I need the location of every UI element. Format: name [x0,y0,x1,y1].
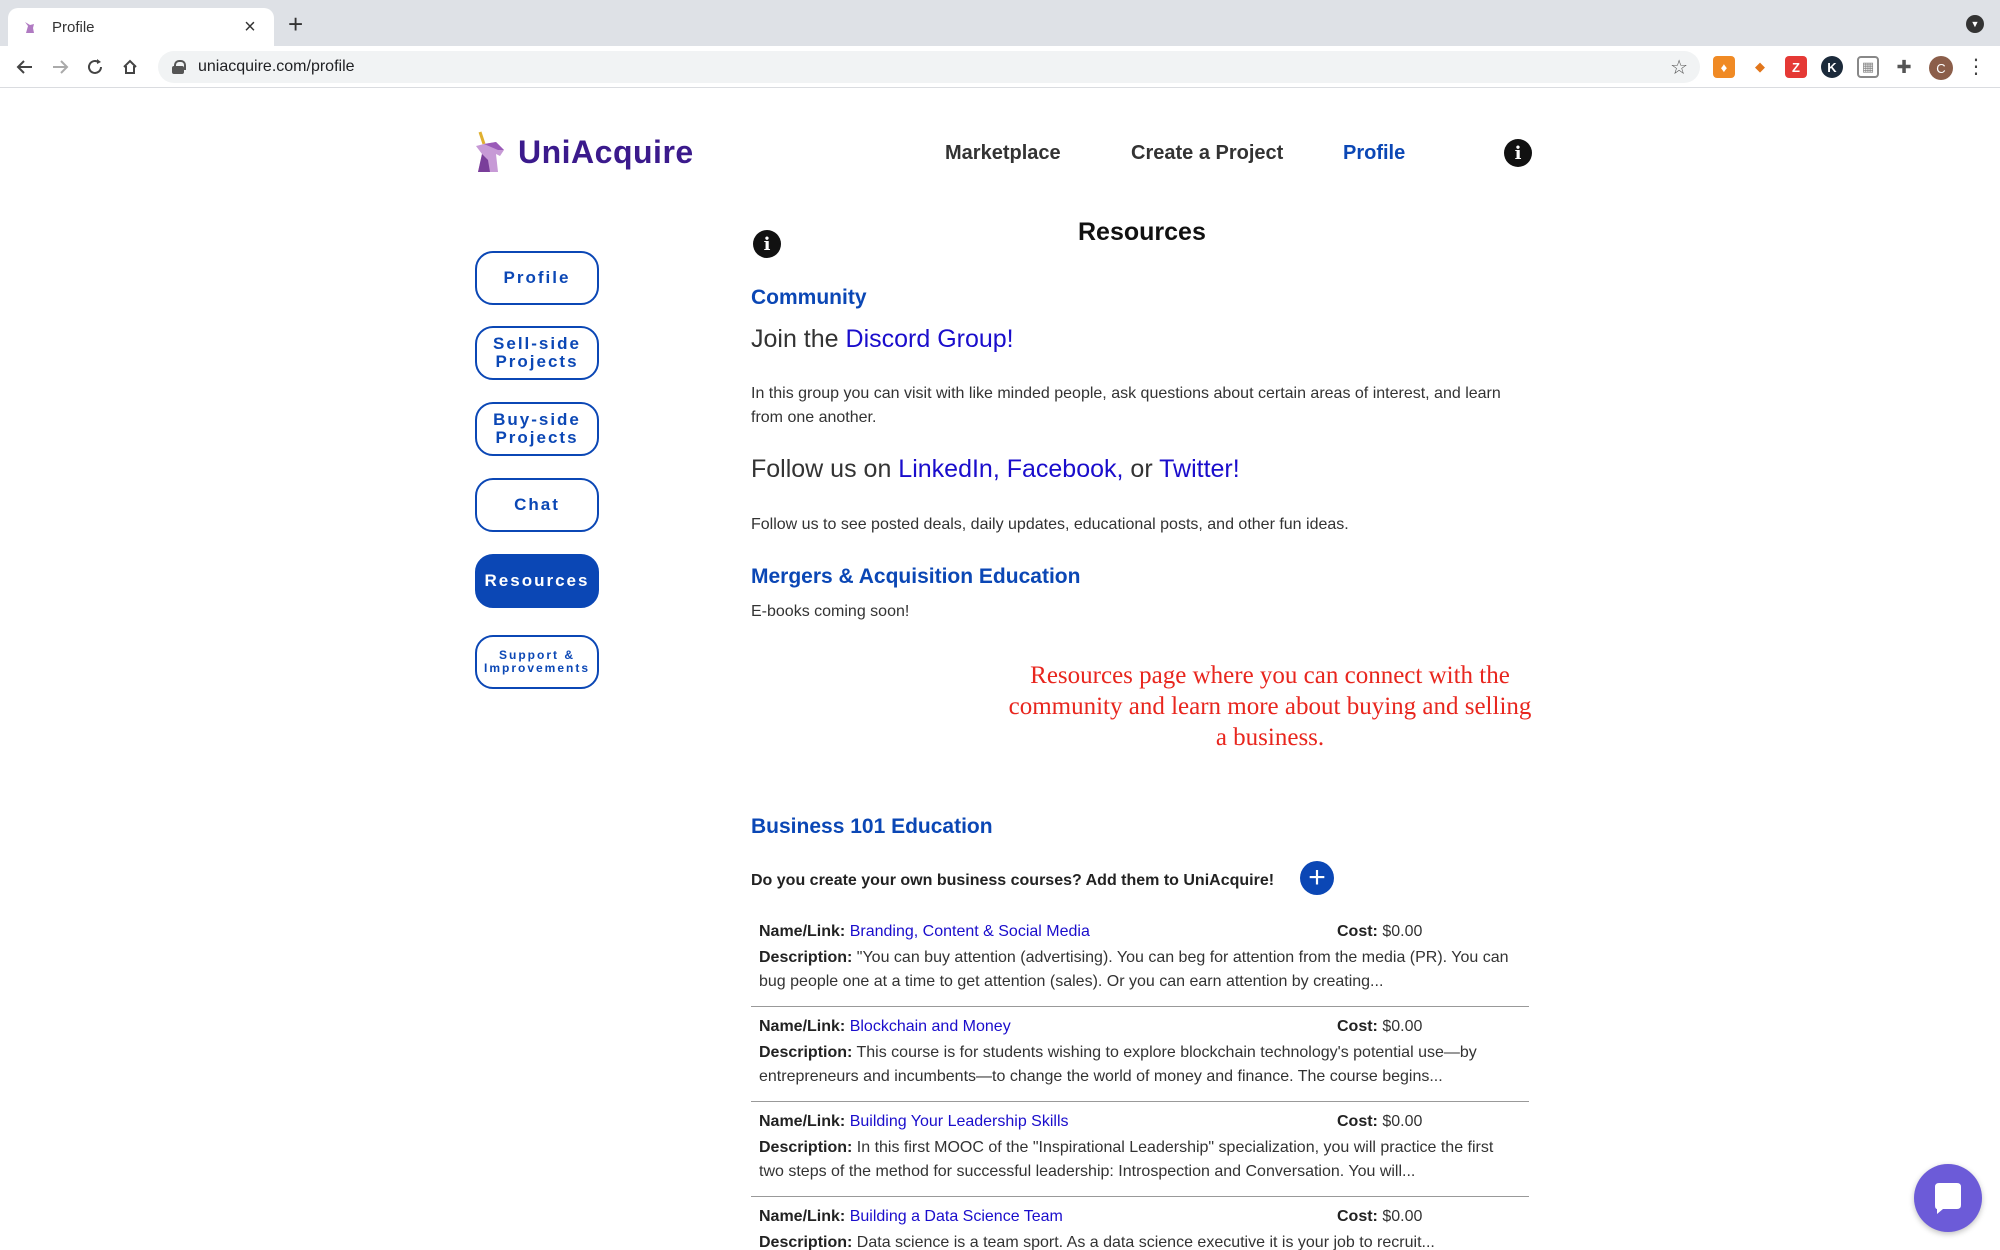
add-course-prompt: Do you create your own business courses? Add them to UniAcquire! [751,872,1275,889]
follow-prefix: Follow us on [751,455,899,483]
follow-or: or [1123,455,1160,483]
community-title: Community [751,286,867,309]
course-description: "You can buy attention (advertising). You can beg for attention from the media (PR). You can bug people one at a time to get attention (sales). Or you can earn attention by creating... [759,949,1509,990]
course-list [751,912,1529,1250]
course-item [751,1102,1529,1197]
header-info-icon[interactable]: i [1504,139,1532,167]
ma-education-title: Mergers & Acquisition Education [751,565,1081,588]
sidebar-item-buy-side-projects[interactable]: Buy-side Projects [475,402,599,456]
forward-icon[interactable] [47,54,73,80]
discord-link[interactable]: Discord Group! [845,325,1014,353]
sidebar-item-profile[interactable]: Profile [475,251,599,305]
resources-info-icon[interactable]: i [753,230,781,258]
chat-bubble-icon [1931,1181,1965,1215]
extension-k-icon[interactable]: K [1821,56,1843,78]
annotation-text: Resources page where you can connect with the community and learn more about buying and selling a business. [1008,662,1532,751]
course-cost: $0.00 [1382,923,1423,940]
extension-hubspot-icon[interactable]: ♦ [1713,56,1735,78]
course-name-label: Name/Link: [759,1018,846,1035]
home-icon[interactable] [117,54,143,80]
browser-profile-avatar[interactable]: C [1929,56,1953,80]
site-logo[interactable] [470,130,694,174]
ma-education-description: E-books coming soon! [751,603,910,620]
course-description-label: Description: [759,1044,853,1061]
url-text: uniacquire.com/profile [198,58,355,75]
discord-line [751,325,1014,354]
course-cost-label: Cost: [1337,1208,1378,1225]
business-education-title: Business 101 Education [751,815,993,838]
course-link[interactable]: Building Your Leadership Skills [849,1113,1069,1130]
sidebar-item-sell-side-projects[interactable]: Sell-side Projects [475,326,599,380]
unicorn-favicon-icon [22,19,38,35]
course-cost: $0.00 [1382,1208,1423,1225]
course-item [751,912,1529,1007]
discord-description: In this group you can visit with like minded people, ask questions about certain areas of interest, and learn from one another. [751,385,1501,426]
browser-tab[interactable] [8,8,274,46]
browser-toolbar [0,46,2000,88]
extensions-puzzle-icon[interactable]: ✚ [1893,56,1915,78]
course-item [751,1007,1529,1102]
course-cost: $0.00 [1382,1113,1423,1130]
extension-grid-icon[interactable]: ▦ [1857,56,1879,78]
sidebar-item-support-improvements[interactable]: Support & Improvements [475,635,599,689]
linkedin-link[interactable]: LinkedIn, [898,455,1000,483]
tab-close-icon[interactable]: × [244,15,256,38]
reload-icon[interactable] [82,54,108,80]
extension-z-icon[interactable]: Z [1785,56,1807,78]
browser-menu-icon[interactable]: ⋮ [1966,56,1986,78]
course-item [751,1197,1529,1250]
tab-title: Profile [52,18,95,36]
extension-metamask-icon[interactable]: ◆ [1749,56,1771,78]
sidebar-item-chat[interactable]: Chat [475,478,599,532]
chat-widget-button[interactable] [1914,1164,1982,1232]
course-name-label: Name/Link: [759,1113,846,1130]
course-link[interactable]: Building a Data Science Team [849,1208,1063,1225]
new-tab-icon[interactable]: + [288,9,304,39]
sidebar-item-resources[interactable]: Resources [475,554,599,608]
course-description-label: Description: [759,1234,853,1250]
course-cost-label: Cost: [1337,1113,1378,1130]
logo-text: UniAcquire [518,133,694,170]
discord-prefix: Join the [751,325,846,353]
bookmark-star-icon[interactable]: ☆ [1670,56,1688,79]
twitter-link[interactable]: Twitter! [1159,455,1240,483]
course-description: This course is for students wishing to explore blockchain technology's potential use—by entrepreneurs and incumbents—to change the world of money and finance. The course begins... [759,1044,1477,1085]
add-course-button[interactable]: + [1300,861,1334,895]
page-title: Resources [1078,218,1206,246]
unicorn-logo-icon [470,130,508,174]
course-description-label: Description: [759,1139,853,1156]
nav-profile[interactable]: Profile [1343,142,1406,164]
back-icon[interactable] [12,54,38,80]
nav-create-project[interactable]: Create a Project [1131,142,1284,164]
follow-line [751,455,1240,484]
course-link[interactable]: Blockchain and Money [849,1018,1011,1035]
course-description-label: Description: [759,949,853,966]
lock-icon [172,60,184,74]
browser-tab-bar [0,0,2000,46]
follow-description: Follow us to see posted deals, daily updates, educational posts, and other fun ideas. [751,516,1349,533]
course-name-label: Name/Link: [759,1208,846,1225]
course-name-label: Name/Link: [759,923,846,940]
course-cost-label: Cost: [1337,1018,1378,1035]
tab-search-icon[interactable]: ▼ [1966,15,1984,33]
course-description: Data science is a team sport. As a data science executive it is your job to recruit... [856,1234,1435,1250]
course-cost-label: Cost: [1337,923,1378,940]
course-cost: $0.00 [1382,1018,1423,1035]
facebook-link[interactable]: Facebook, [1006,455,1124,483]
address-bar[interactable] [158,51,1700,83]
nav-marketplace[interactable]: Marketplace [945,142,1061,164]
course-description: In this first MOOC of the "Inspirational Leadership" specialization, you will practice the first two steps of the method for successful leadership: Introspection and Conversation. You will... [759,1139,1494,1180]
course-link[interactable]: Branding, Content & Social Media [849,923,1090,940]
